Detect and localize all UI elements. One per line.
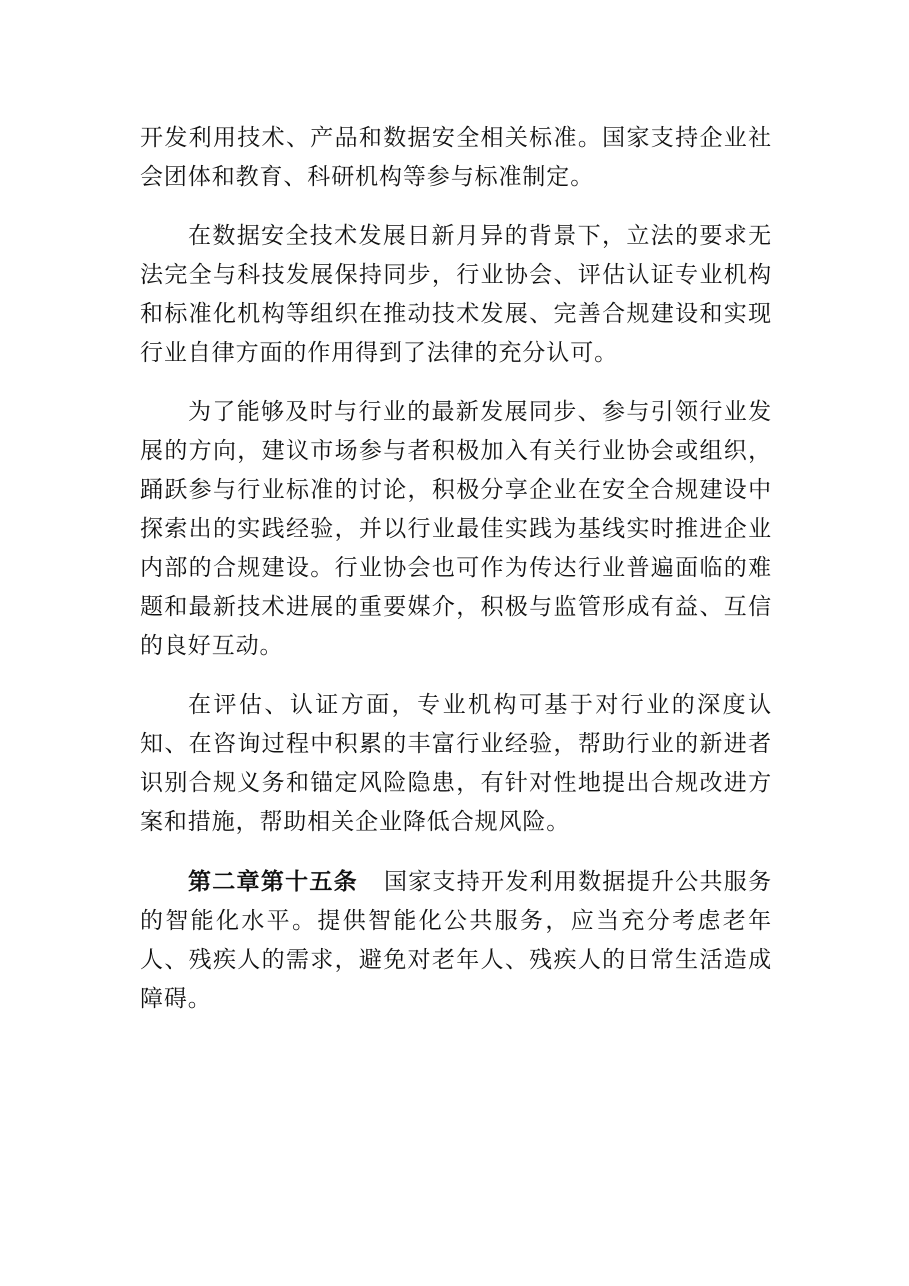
paragraph-3: 为了能够及时与行业的最新发展同步、参与引领行业发展的方向，建议市场参与者积极加入有关行业协会或组织，踊跃参与行业标准的讨论，积极分享企业在安全合规建设中探索出的实践经验，并以行业最佳实践为基线实时推进企业内部的合规建设。行业协会也可作为传达行业普遍面临的难题和最新技术进展的重要媒介，积极与监管形成有益、互信的良好互动。	[140, 399, 772, 659]
paragraph-4: 在评估、认证方面，专业机构可基于对行业的深度认知、在咨询过程中积累的丰富行业经验，帮助行业的新进者识别合规义务和锚定风险隐患，有针对性地提出合规改进方案和措施，帮助相关企业降低合规风险。	[140, 692, 772, 835]
paragraph-2: 在数据安全技术发展日新月异的背景下，立法的要求无法完全与科技发展保持同步，行业协会、评估认证专业机构和标准化机构等组织在推动技术发展、完善合规建设和实现行业自律方面的作用得到了法律的充分认可。	[140, 223, 772, 366]
article-heading: 第二章第十五条	[188, 868, 358, 895]
article-text: 国家支持开发利用数据提升公共服务的智能化水平。提供智能化公共服务，应当充分考虑老年人、残疾人的需求，避免对老年人、残疾人的日常生活造成障碍。	[140, 869, 772, 1012]
paragraph-1: 开发利用技术、产品和数据安全相关标准。国家支持企业社会团体和教育、科研机构等参与标准制定。	[140, 125, 772, 190]
document-body	[140, 119, 772, 1039]
article-paragraph	[140, 862, 772, 1019]
